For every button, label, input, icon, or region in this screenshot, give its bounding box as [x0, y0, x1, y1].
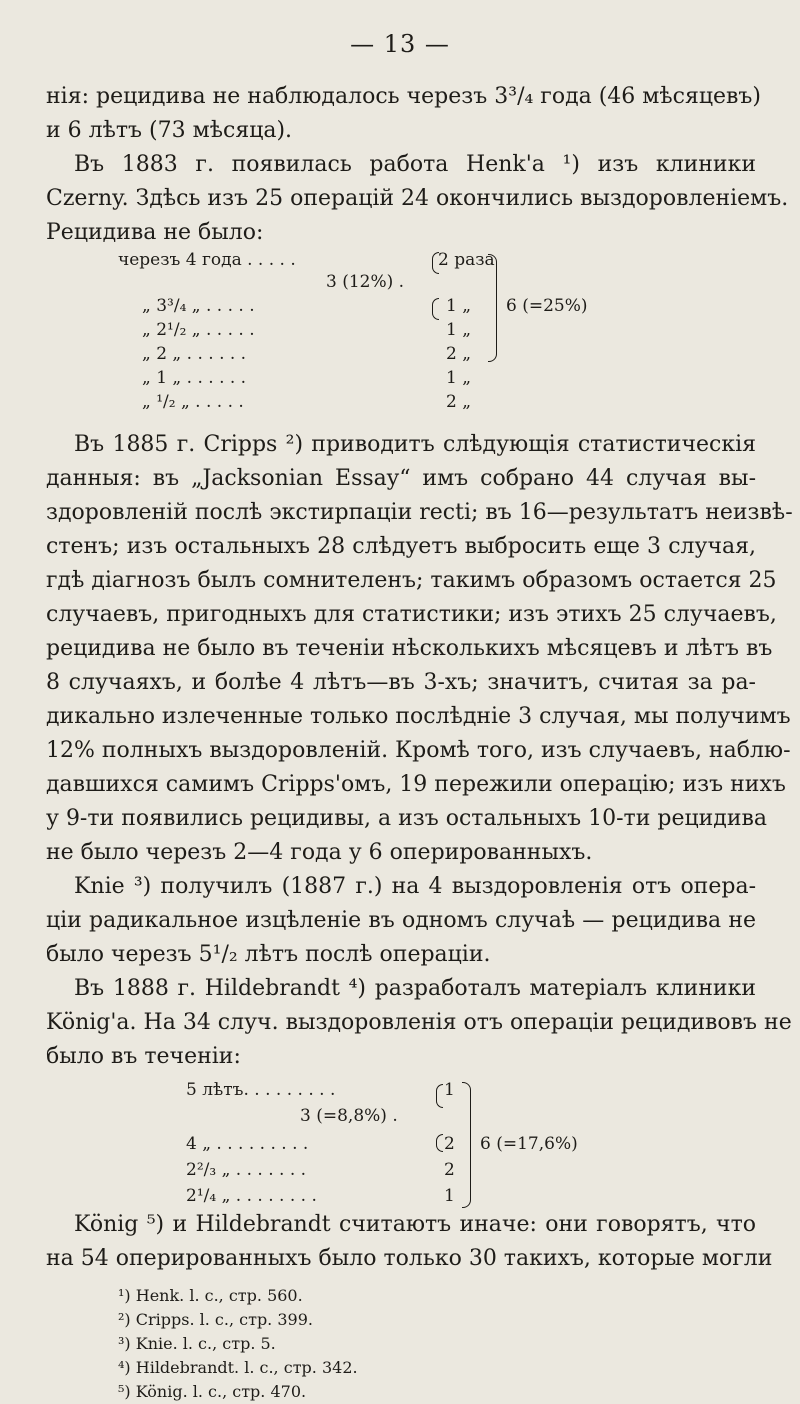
text-line: ціи радикальное изцѣленіе въ одномъ случаѣ — рецидива не — [46, 908, 756, 933]
text-line: стенъ; изъ остальныхъ 28 слѣдуетъ выбросить еще 3 случая, — [46, 534, 756, 559]
footnote: ⁵) König. l. c., стр. 470. — [118, 1382, 307, 1401]
footnote: ²) Cripps. l. c., стр. 399. — [118, 1310, 313, 1329]
paragraph-konig — [46, 1208, 773, 1276]
text-line: у 9-ти появились рецидивы, а изъ остальныхъ 10-ти рецидива — [46, 806, 767, 831]
row-value: 2 раза — [438, 250, 495, 270]
row-label: „ 1 „ . . . . . . — [142, 368, 247, 388]
text-line: было въ теченіи: — [46, 1044, 241, 1069]
text-line: König ⁵) и Hildebrandt считаютъ иначе: они говорятъ, что — [74, 1212, 756, 1237]
text-line: рецидива не было въ теченіи нѣсколькихъ мѣсяцевъ и лѣтъ въ — [46, 636, 773, 661]
row-value: 2 — [444, 1134, 455, 1154]
row-value: 1 „ — [446, 368, 472, 388]
text-line: König'а. На 34 случ. выздоровленія отъ операціи рецидивовъ не — [46, 1010, 792, 1035]
footnote: ⁴) Hildebrandt. l. c., стр. 342. — [118, 1358, 358, 1377]
row-label: 5 лѣтъ. . . . . . . . . — [186, 1080, 336, 1100]
text-line: 8 случаяхъ, и болѣе 4 лѣтъ—въ 3-хъ; значитъ, считая за ра- — [46, 670, 756, 695]
table-total: 6 (=25%) — [506, 296, 588, 316]
row-value: 1 „ — [446, 296, 472, 316]
row-label: 2²/₃ „ . . . . . . . — [186, 1160, 307, 1180]
text-line: давшихся самимъ Cripps'омъ, 19 пережили операцію; изъ нихъ — [46, 772, 786, 797]
text-line: Въ 1885 г. Cripps ²) приводитъ слѣдующія статистическія — [74, 432, 756, 457]
row-value: 2 „ — [446, 392, 472, 412]
brace-right — [462, 1082, 471, 1208]
text-line: здоровленій послѣ экстирпаціи recti; въ 16—результатъ неизвѣ- — [46, 500, 793, 525]
row-value: 1 „ — [446, 320, 472, 340]
footnotes — [118, 1284, 358, 1404]
row-label: черезъ 4 года . . . . . — [118, 250, 296, 270]
footnote: ³) Knie. l. c., стр. 5. — [118, 1334, 276, 1353]
text-line: на 54 оперированныхъ было только 30 такихъ, которые могли — [46, 1246, 773, 1271]
text-line: Knie ³) получилъ (1887 г.) на 4 выздоровленія отъ опера- — [74, 874, 756, 899]
table-total: 6 (=17,6%) — [480, 1134, 578, 1154]
text-line: данныя: въ „Jacksonian Essay“ имъ собрано 44 случая вы- — [46, 466, 756, 491]
footnote: ¹) Henk. l. c., стр. 560. — [118, 1286, 303, 1305]
brace-left — [436, 1084, 443, 1108]
row-label: 3 (12%) . — [326, 272, 405, 292]
text-line: и 6 лѣтъ (73 мѣсяца). — [46, 118, 293, 143]
row-label: „ ¹/₂ „ . . . . . — [142, 392, 244, 412]
row-label: 3 (=8,8%) . — [300, 1106, 398, 1126]
text-line: было черезъ 5¹/₂ лѣтъ послѣ операціи. — [46, 942, 491, 967]
text-line: дикально излеченные только послѣдніе 3 случая, мы получимъ — [46, 704, 791, 729]
row-label: 4 „ . . . . . . . . . — [186, 1134, 309, 1154]
text-line: Въ 1883 г. появилась работа Henk'а ¹) изъ клиники — [74, 152, 756, 177]
text-line: Czerny. Здѣсь изъ 25 операцій 24 окончились выздоровленіемъ. — [46, 186, 789, 211]
text-line: Рецидива не было: — [46, 220, 264, 245]
row-value: 2 „ — [446, 344, 472, 364]
text-line: 12% полныхъ выздоровленій. Кромѣ того, изъ случаевъ, наблю- — [46, 738, 791, 763]
text-line: не было черезъ 2—4 года у 6 оперированныхъ. — [46, 840, 593, 865]
text-line: Въ 1888 г. Hildebrandt ⁴) разработалъ матеріалъ клиники — [74, 976, 756, 1001]
row-value: 1 — [444, 1080, 455, 1100]
brace-left — [436, 1134, 443, 1152]
row-label: „ 2 „ . . . . . . — [142, 344, 247, 364]
row-label: „ 2¹/₂ „ . . . . . — [142, 320, 255, 340]
text-line: гдѣ діагнозъ былъ сомнителенъ; такимъ образомъ остается 25 — [46, 568, 777, 593]
row-value: 2 — [444, 1160, 455, 1180]
row-label: 2¹/₄ „ . . . . . . . . — [186, 1186, 317, 1206]
text-line: случаевъ, пригодныхъ для статистики; изъ этихъ 25 случаевъ, — [46, 602, 777, 627]
page-number: — 13 — — [350, 30, 450, 58]
row-value: 1 — [444, 1186, 455, 1206]
row-label: „ 3³/₄ „ . . . . . — [142, 296, 255, 316]
text-line: нія: рецидива не наблюдалось черезъ 3³/₄ года (46 мѣсяцевъ) — [46, 84, 762, 109]
